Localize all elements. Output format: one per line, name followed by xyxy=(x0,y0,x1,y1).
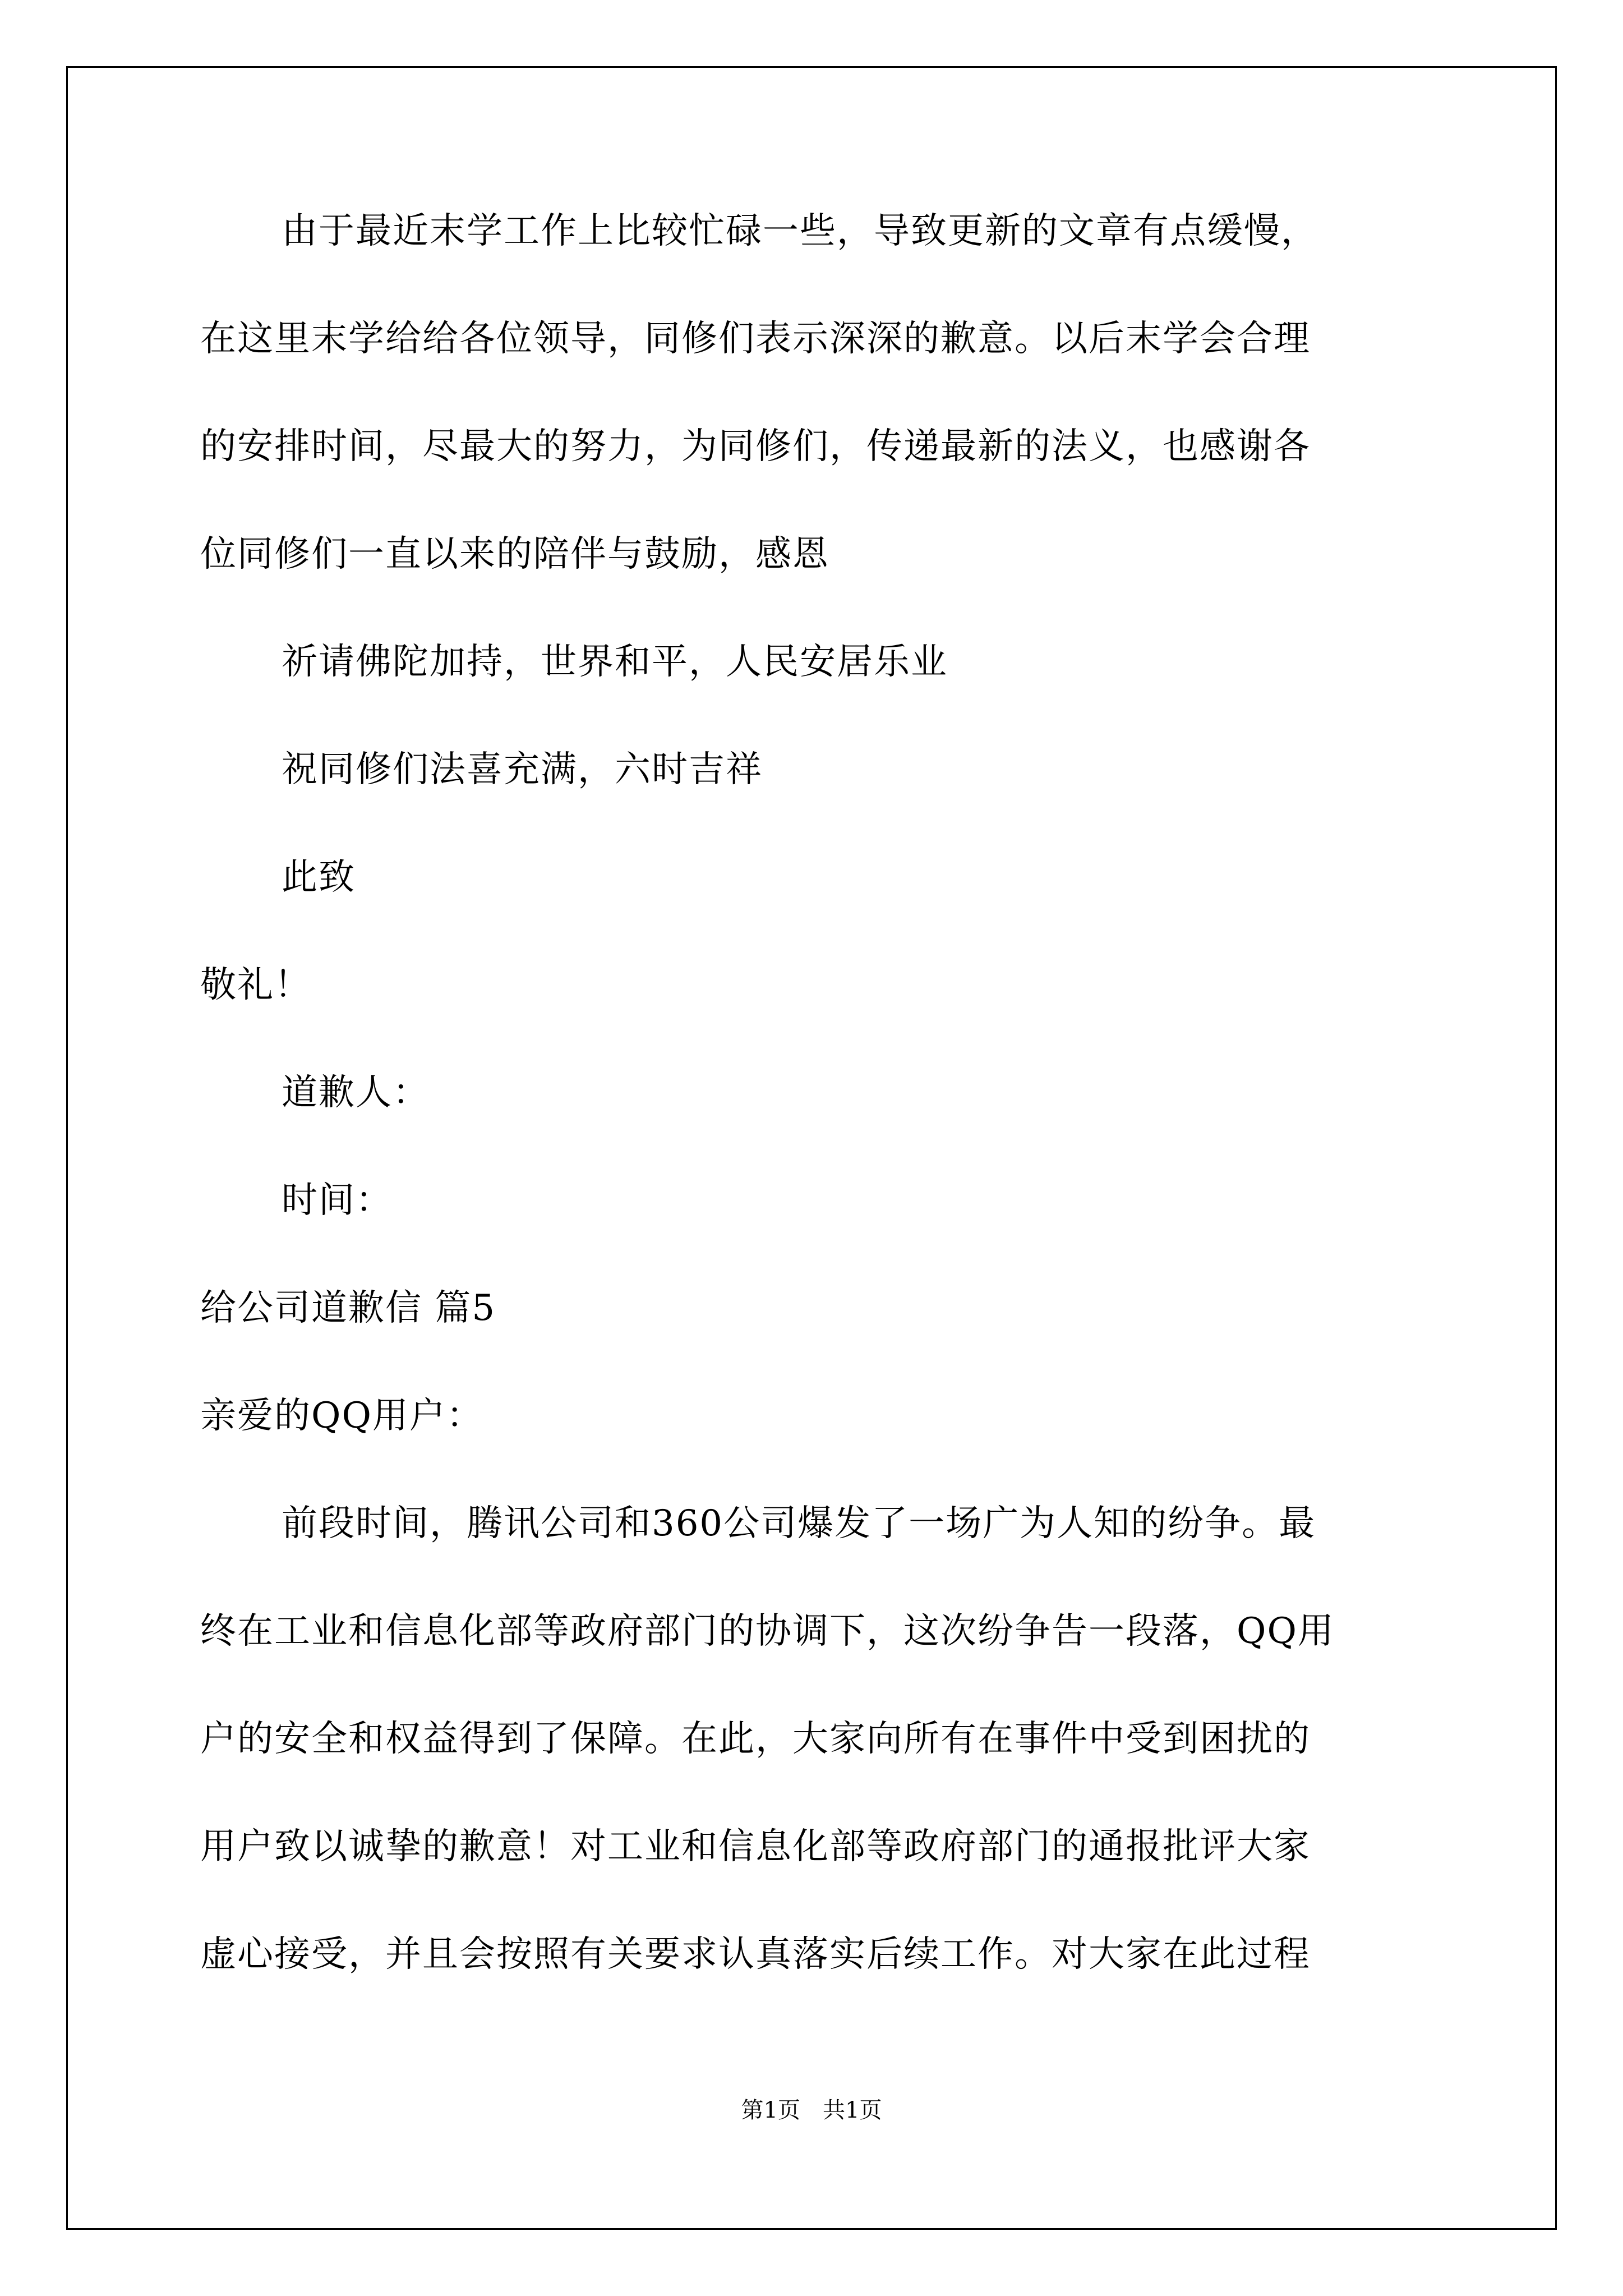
section-heading: 给公司道歉信 篇5 xyxy=(200,1287,496,1329)
paragraph-line: 祈请佛陀加持，世界和平，人民安居乐业 xyxy=(282,641,948,683)
paragraph-line: 在这里末学给给各位领导，同修们表示深深的歉意。以后末学会合理 xyxy=(200,318,1311,360)
paragraph-line: 的安排时间，尽最大的努力，为同修们，传递最新的法义，也感谢各 xyxy=(200,426,1311,467)
page-footer: 第1页 共1页 xyxy=(741,2097,882,2123)
closing-line: 敬礼！ xyxy=(200,964,311,1006)
paragraph-line: 终在工业和信息化部等政府部门的协调下，这次纷争告一段落，QQ用 xyxy=(200,1611,1335,1652)
paragraph-line: 虚心接受，并且会按照有关要求认真落实后续工作。对大家在此过程 xyxy=(200,1934,1311,1975)
closing-line: 此致 xyxy=(282,857,356,898)
paragraph-line: 前段时间，腾讯公司和360公司爆发了一场广为人知的纷争。最 xyxy=(282,1503,1316,1544)
salutation: 亲爱的QQ用户： xyxy=(200,1395,483,1437)
paragraph-line: 位同修们一直以来的陪伴与鼓励，感恩 xyxy=(200,533,829,575)
document-body xyxy=(200,210,1434,2044)
paragraph-line: 由于最近末学工作上比较忙碌一些，导致更新的文章有点缓慢， xyxy=(282,210,1318,252)
paragraph-line: 祝同修们法喜充满，六时吉祥 xyxy=(282,749,763,790)
date-label: 时间： xyxy=(282,1180,393,1221)
paragraph-line: 户的安全和权益得到了保障。在此，大家向所有在事件中受到困扰的 xyxy=(200,1718,1311,1760)
paragraph-line: 用户致以诚挚的歉意！对工业和信息化部等政府部门的通报批评大家 xyxy=(200,1826,1311,1867)
signature-label: 道歉人： xyxy=(282,1072,430,1114)
